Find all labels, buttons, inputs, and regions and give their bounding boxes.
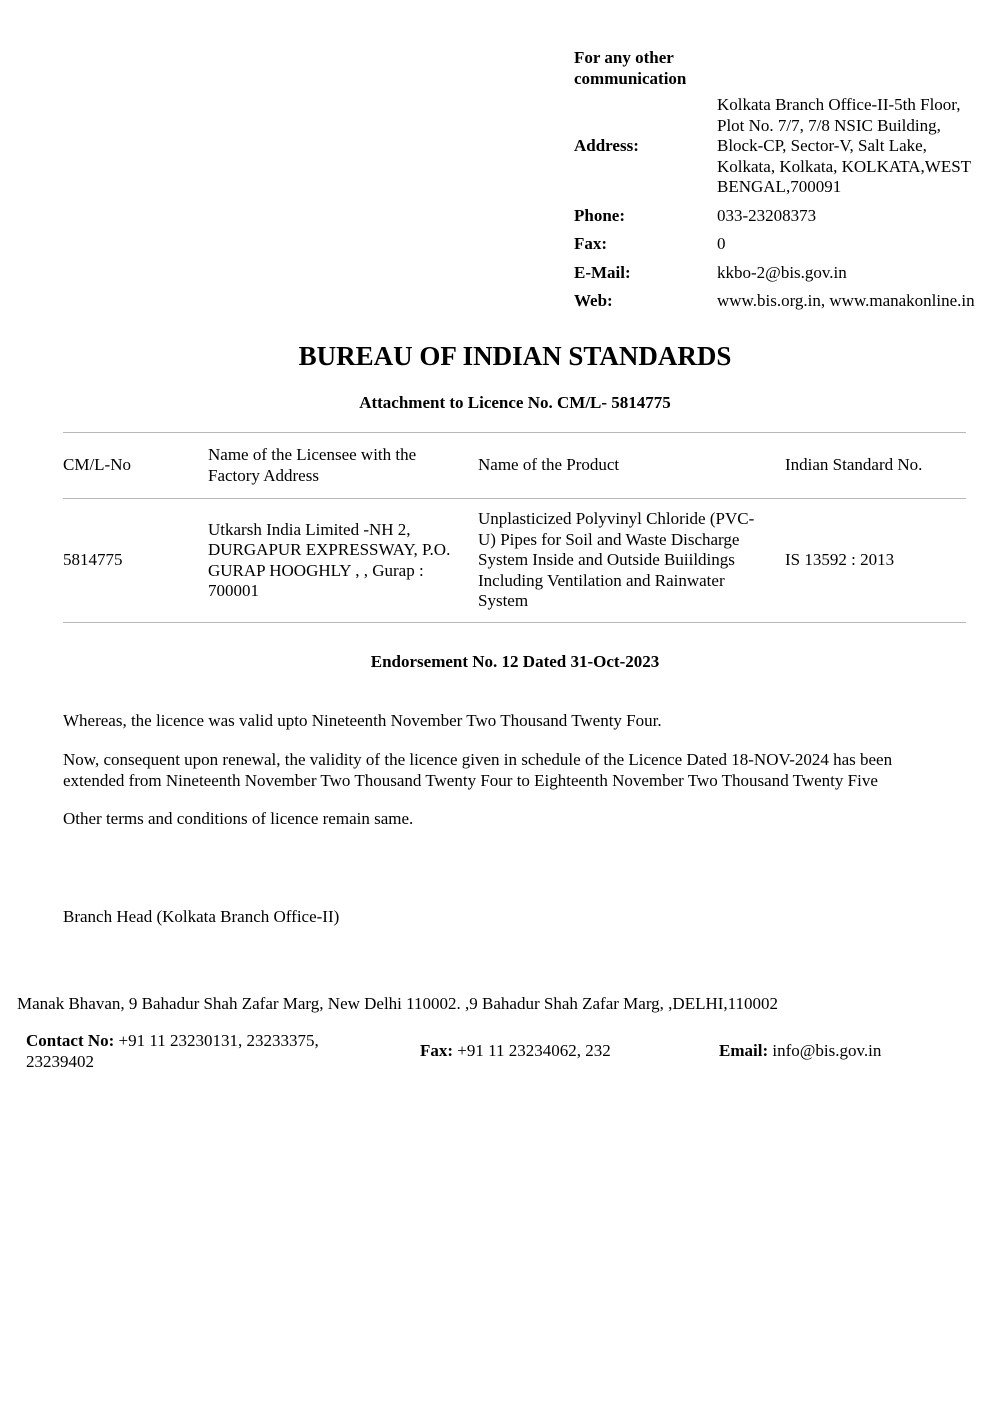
phone-value: 033-23208373 [717, 205, 817, 225]
table-row [63, 499, 966, 622]
page-title: BUREAU OF INDIAN STANDARDS [298, 341, 732, 371]
paragraph-terms: Other terms and conditions of licence remain same. [63, 809, 414, 828]
communication-heading [574, 48, 998, 89]
web-row [570, 291, 998, 312]
communication-block [570, 48, 998, 312]
footer-email-label: Email: [719, 1041, 769, 1060]
cell-product-line: Unplasticized Polyvinyl Chloride (PVC- [478, 509, 755, 529]
cell-product-line: System [478, 591, 529, 611]
cell-licensee-line: Utkarsh India Limited -NH 2, [208, 519, 411, 539]
cell-product [478, 509, 785, 612]
email-row [570, 263, 998, 284]
footer-email-value[interactable]: info@bis.gov.in [772, 1041, 882, 1060]
footer-contact [26, 1031, 366, 1072]
footer-contact-line [26, 1031, 366, 1052]
phone-row [570, 206, 998, 227]
cell-product-line: System Inside and Outside Buiildings [478, 550, 735, 570]
cell-licensee-line: 700001 [208, 581, 259, 600]
fax-label: Fax: [574, 234, 608, 253]
paragraph-renewal-line: Now, consequent upon renewal, the validity of the licence given in schedule of the Licence Dated 18-NOV-2024 has been [63, 750, 893, 769]
header-licensee-line: Name of the Licensee with the [208, 445, 417, 464]
header-licensee [208, 445, 478, 486]
footer-contact-label: Contact No: [26, 1031, 115, 1050]
header-cml: CM/L-No [63, 455, 131, 475]
header-licensee-line: Factory Address [208, 465, 319, 485]
cell-standard: IS 13592 : 2013 [785, 550, 895, 570]
address-line: Block-CP, Sector-V, Salt Lake, [717, 136, 927, 155]
footer-contact-value: +91 11 23230131, 23233375, [118, 1031, 319, 1050]
footer-fax-label: Fax: [420, 1041, 454, 1060]
cell-licensee-line: DURGAPUR EXPRESSWAY, P.O. [208, 540, 451, 559]
footer-fax-value: +91 11 23234062, 232 [457, 1041, 611, 1060]
web-value[interactable]: www.bis.org.in, www.manakonline.in [717, 291, 975, 310]
phone-label: Phone: [574, 205, 625, 225]
header-standard: Indian Standard No. [785, 455, 923, 475]
table-divider [63, 622, 966, 623]
communication-heading-line: communication [574, 68, 687, 88]
cell-product-line: U) Pipes for Soil and Waste Discharge [478, 529, 740, 549]
address-line: Kolkata, Kolkata, KOLKATA,WEST [717, 156, 972, 176]
licence-table [63, 432, 966, 623]
email-label: E-Mail: [574, 262, 631, 282]
endorsement-heading: Endorsement No. 12 Dated 31-Oct-2023 [370, 652, 660, 671]
footer-fax [420, 1041, 611, 1062]
cell-cml: 5814775 [63, 550, 123, 570]
table-header-row [63, 433, 966, 498]
cell-licensee [208, 520, 478, 602]
paragraph-renewal [63, 750, 963, 791]
cell-product-line: Including Ventilation and Rainwater [478, 570, 725, 590]
footer-contact-line: 23239402 [26, 1051, 94, 1071]
address-line: Kolkata Branch Office-II-5th Floor, [717, 95, 961, 114]
address-value [717, 95, 998, 198]
header-product: Name of the Product [478, 455, 620, 475]
communication-heading-line: For any other [574, 48, 674, 67]
cell-licensee-line: GURAP HOOGHLY , , Gurap : [208, 560, 424, 580]
signatory: Branch Head (Kolkata Branch Office-II) [63, 907, 340, 926]
attachment-subtitle: Attachment to Licence No. CM/L- 5814775 [359, 393, 671, 412]
paragraph-validity: Whereas, the licence was valid upto Nineteenth November Two Thousand Twenty Four. [63, 711, 662, 730]
footer-email [719, 1041, 881, 1062]
paragraph-renewal-line: extended from Nineteenth November Two Thousand Twenty Four to Eighteenth November Two Thousand Twenty Five [63, 770, 878, 790]
address-line: Plot No. 7/7, 7/8 NSIC Building, [717, 115, 941, 135]
footer-address: Manak Bhavan, 9 Bahadur Shah Zafar Marg, New Delhi 110002. ,9 Bahadur Shah Zafar Marg, ,DELHI,110002 [17, 994, 779, 1013]
fax-row [570, 234, 998, 255]
address-line: BENGAL,700091 [717, 177, 842, 196]
fax-value: 0 [717, 234, 726, 253]
email-value[interactable]: kkbo-2@bis.gov.in [717, 262, 847, 282]
web-label: Web: [574, 291, 613, 310]
address-row [570, 95, 998, 198]
address-label: Address: [574, 136, 639, 155]
